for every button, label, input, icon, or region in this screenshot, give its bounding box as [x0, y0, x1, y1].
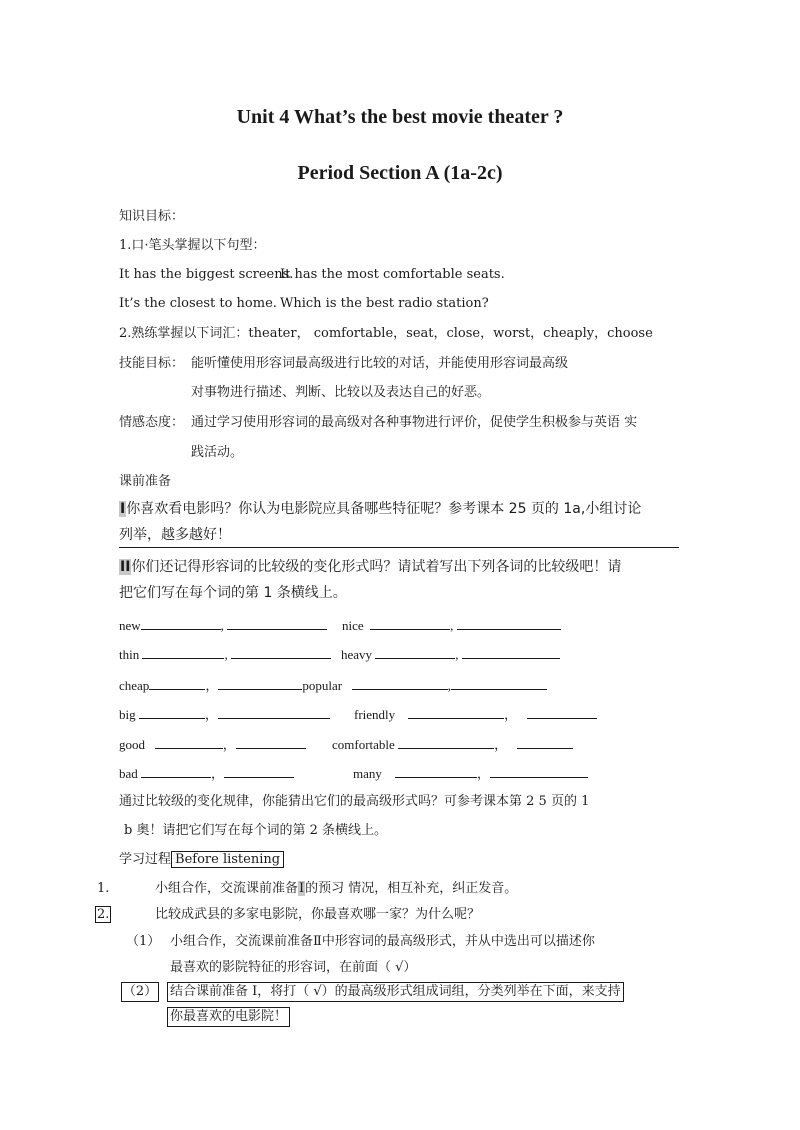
word-row: cheap ， popular ,	[119, 675, 547, 694]
word-row: new ,	[119, 617, 327, 634]
answer-blank[interactable]	[395, 765, 477, 778]
attitude-line-1: 通过学习使用形容词的最高级对各种事物进行评价，促使学生积极参与英语 实	[191, 415, 638, 430]
answer-blank[interactable]	[149, 677, 205, 690]
answer-blank[interactable]	[375, 646, 455, 659]
answer-blank[interactable]	[231, 646, 331, 659]
answer-blank[interactable]	[352, 677, 448, 690]
sentence-comfortable-seats: It has the most comfortable seats.	[280, 267, 505, 282]
word-row: heavy ,	[341, 646, 560, 663]
sub-1-line-2: 最喜欢的影院特征的形容词，在前面（ √）	[170, 960, 417, 975]
word-right: nice	[342, 618, 364, 633]
part-1-marker: I	[120, 501, 126, 517]
skill-label: 技能目标：	[119, 356, 185, 371]
step-2-text: 比较成武县的多家电影院，你最喜欢哪一家？为什么呢？	[155, 907, 481, 922]
answer-blank[interactable]	[218, 677, 302, 690]
word-right: popular	[302, 678, 343, 693]
word-row: many ，	[353, 763, 588, 782]
sentence-biggest-screens: It has the biggest screens.	[119, 267, 294, 282]
document-title: Unit 4 What’s the best movie theater ?	[236, 106, 564, 128]
answer-blank[interactable]	[142, 646, 224, 659]
word-left: cheap	[119, 678, 150, 693]
sub-2-line-2: 你最喜欢的电影院！	[167, 1007, 290, 1027]
superlative-line-2: b 奥！请把它们写在每个词的第 2 条横线上。	[124, 823, 387, 838]
process-heading-line	[119, 851, 284, 869]
sentence-best-radio: Which is the best radio station?	[280, 296, 489, 311]
answer-blank[interactable]	[141, 617, 221, 630]
word-left: thin	[119, 647, 140, 662]
step-1-text-a: 小组合作，交流课前准备	[155, 881, 299, 896]
step-1-text-b: 的预习 情况，相互补充，纠正发音。	[305, 881, 518, 896]
answer-blank[interactable]	[141, 765, 211, 778]
answer-blank[interactable]	[155, 736, 223, 749]
word-left: new	[119, 618, 141, 633]
before-listening-box: Before listening	[171, 851, 284, 868]
answer-blank[interactable]	[218, 706, 330, 719]
answer-blank[interactable]	[517, 736, 573, 749]
sentence-closest-home: It’s the closest to home.	[119, 296, 277, 311]
objective-item-2: 2.熟练掌握以下词汇：theater， comfortable，seat，close，worst，cheaply，choose	[119, 326, 653, 341]
step-1-number: 1.	[97, 881, 110, 896]
skill-line-2: 对事物进行描述、判断、比较以及表达自己的好恶。	[191, 385, 491, 400]
part-2-marker: II	[120, 559, 131, 575]
word-right: comfortable	[332, 737, 395, 752]
answer-blank[interactable]	[224, 765, 294, 778]
word-row: nice ,	[342, 617, 561, 634]
document-subtitle: Period Section A (1a-2c)	[297, 162, 503, 184]
process-heading: 学习过程	[119, 852, 172, 867]
word-right: friendly	[354, 707, 396, 722]
sub-1-line-1: 小组合作，交流课前准备Ⅱ中形容词的最高级形式，并从中选出可以描述你	[170, 934, 595, 949]
objectives-heading: 知识目标：	[119, 209, 185, 224]
answer-blank[interactable]	[139, 706, 205, 719]
word-row: friendly ，	[354, 704, 597, 723]
word-row: good ，	[119, 734, 306, 753]
attitude-line-2: 践活动。	[191, 445, 244, 460]
preparation-part-1	[119, 500, 641, 518]
objective-item-1: 1.口·笔头掌握以下句型：	[119, 238, 266, 253]
sub-2-line-1: 结合课前准备 I，将打（ √）的最高级形式组成词组，分类列举在下面，来支持	[167, 982, 624, 1002]
word-right: many	[353, 766, 382, 781]
answer-blank[interactable]	[527, 706, 597, 719]
part-1-line-2: 列举，越多越好！	[119, 527, 231, 543]
sub-2-number: （2）	[121, 982, 159, 1002]
word-row: bad ，	[119, 763, 294, 782]
step-1-marker: I	[299, 881, 305, 896]
answer-blank[interactable]	[236, 736, 306, 749]
word-row: comfortable ，	[332, 734, 573, 753]
preparation-part-2	[119, 558, 621, 576]
word-left: bad	[119, 766, 138, 781]
step-2-number: 2.	[97, 907, 110, 922]
step-1-text	[155, 880, 517, 898]
answer-blank[interactable]	[457, 617, 561, 630]
word-left: good	[119, 737, 145, 752]
answer-blank[interactable]	[398, 736, 494, 749]
answer-blank[interactable]	[490, 765, 588, 778]
word-row: thin ,	[119, 646, 331, 663]
word-left: big	[119, 707, 136, 722]
part-1-line-1: 你喜欢看电影吗？你认为电影院应具备哪些特征呢？参考课本 25 页的 1a,小组讨论	[126, 501, 642, 517]
answer-blank[interactable]	[227, 617, 327, 630]
skill-line-1: 能听懂使用形容词最高级进行比较的对话，并能使用形容词最高级	[191, 356, 569, 371]
part-2-line-1: 你们还记得形容词的比较级的变化形式吗？请试着写出下列各词的比较级吧！请	[131, 559, 622, 575]
answer-blank[interactable]	[408, 706, 504, 719]
preparation-heading: 课前准备	[119, 474, 172, 489]
superlative-line-1: 通过比较级的变化规律，你能猜出它们的最高级形式吗？可参考课本第 2 5 页的 1	[119, 794, 590, 809]
answer-blank[interactable]	[451, 677, 547, 690]
step-2-number-wrap	[95, 906, 111, 924]
word-right: heavy	[341, 647, 373, 662]
word-row: big ，	[119, 704, 330, 723]
part-2-line-2: 把它们写在每个词的第 1 条横线上。	[119, 585, 347, 601]
section-divider	[119, 547, 679, 548]
answer-blank[interactable]	[370, 617, 450, 630]
attitude-label: 情感态度：	[119, 415, 185, 430]
sub-1-number: （1）	[126, 934, 161, 949]
answer-blank[interactable]	[462, 646, 560, 659]
